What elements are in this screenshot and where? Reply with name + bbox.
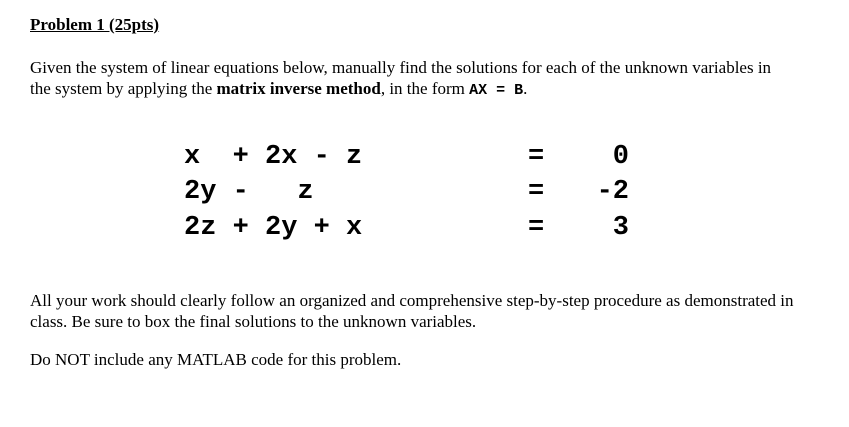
instructions-line-1: All your work should clearly follow an organized and comprehensive step-by-step procedure as demonstrated in [30, 291, 794, 310]
equation-3-rhs: 3 [612, 213, 629, 243]
intro-line-1: Given the system of linear equations below, manually find the solutions for each of the unknown variables in [30, 58, 772, 77]
equation-3-equals: = [528, 213, 545, 243]
intro-line-2 [30, 78, 771, 101]
equation-2-lhs: 2y - z [184, 177, 314, 207]
intro-paragraph [30, 57, 771, 101]
matrix-form: AX = B [469, 82, 524, 99]
matlab-note: Do NOT include any MATLAB code for this problem. [30, 350, 402, 369]
intro-text-mid: , in the form [380, 79, 470, 98]
equation-1-lhs: x + 2x - z [184, 142, 363, 172]
equation-1-rhs: 0 [612, 142, 629, 172]
equation-2-equals: = [528, 177, 545, 207]
instructions-line-2: class. Be sure to box the final solutions to the unknown variables. [30, 312, 477, 331]
intro-text-end: . [523, 79, 528, 98]
equation-3-lhs: 2z + 2y + x [184, 213, 363, 243]
method-name: matrix inverse method [216, 79, 381, 98]
problem-heading: Problem 1 (25pts) [30, 15, 160, 34]
equation-1-equals: = [528, 142, 545, 172]
intro-text-prefix: the system by applying the [30, 79, 217, 98]
instructions-paragraph [30, 290, 794, 332]
equation-2-rhs: -2 [596, 177, 629, 207]
